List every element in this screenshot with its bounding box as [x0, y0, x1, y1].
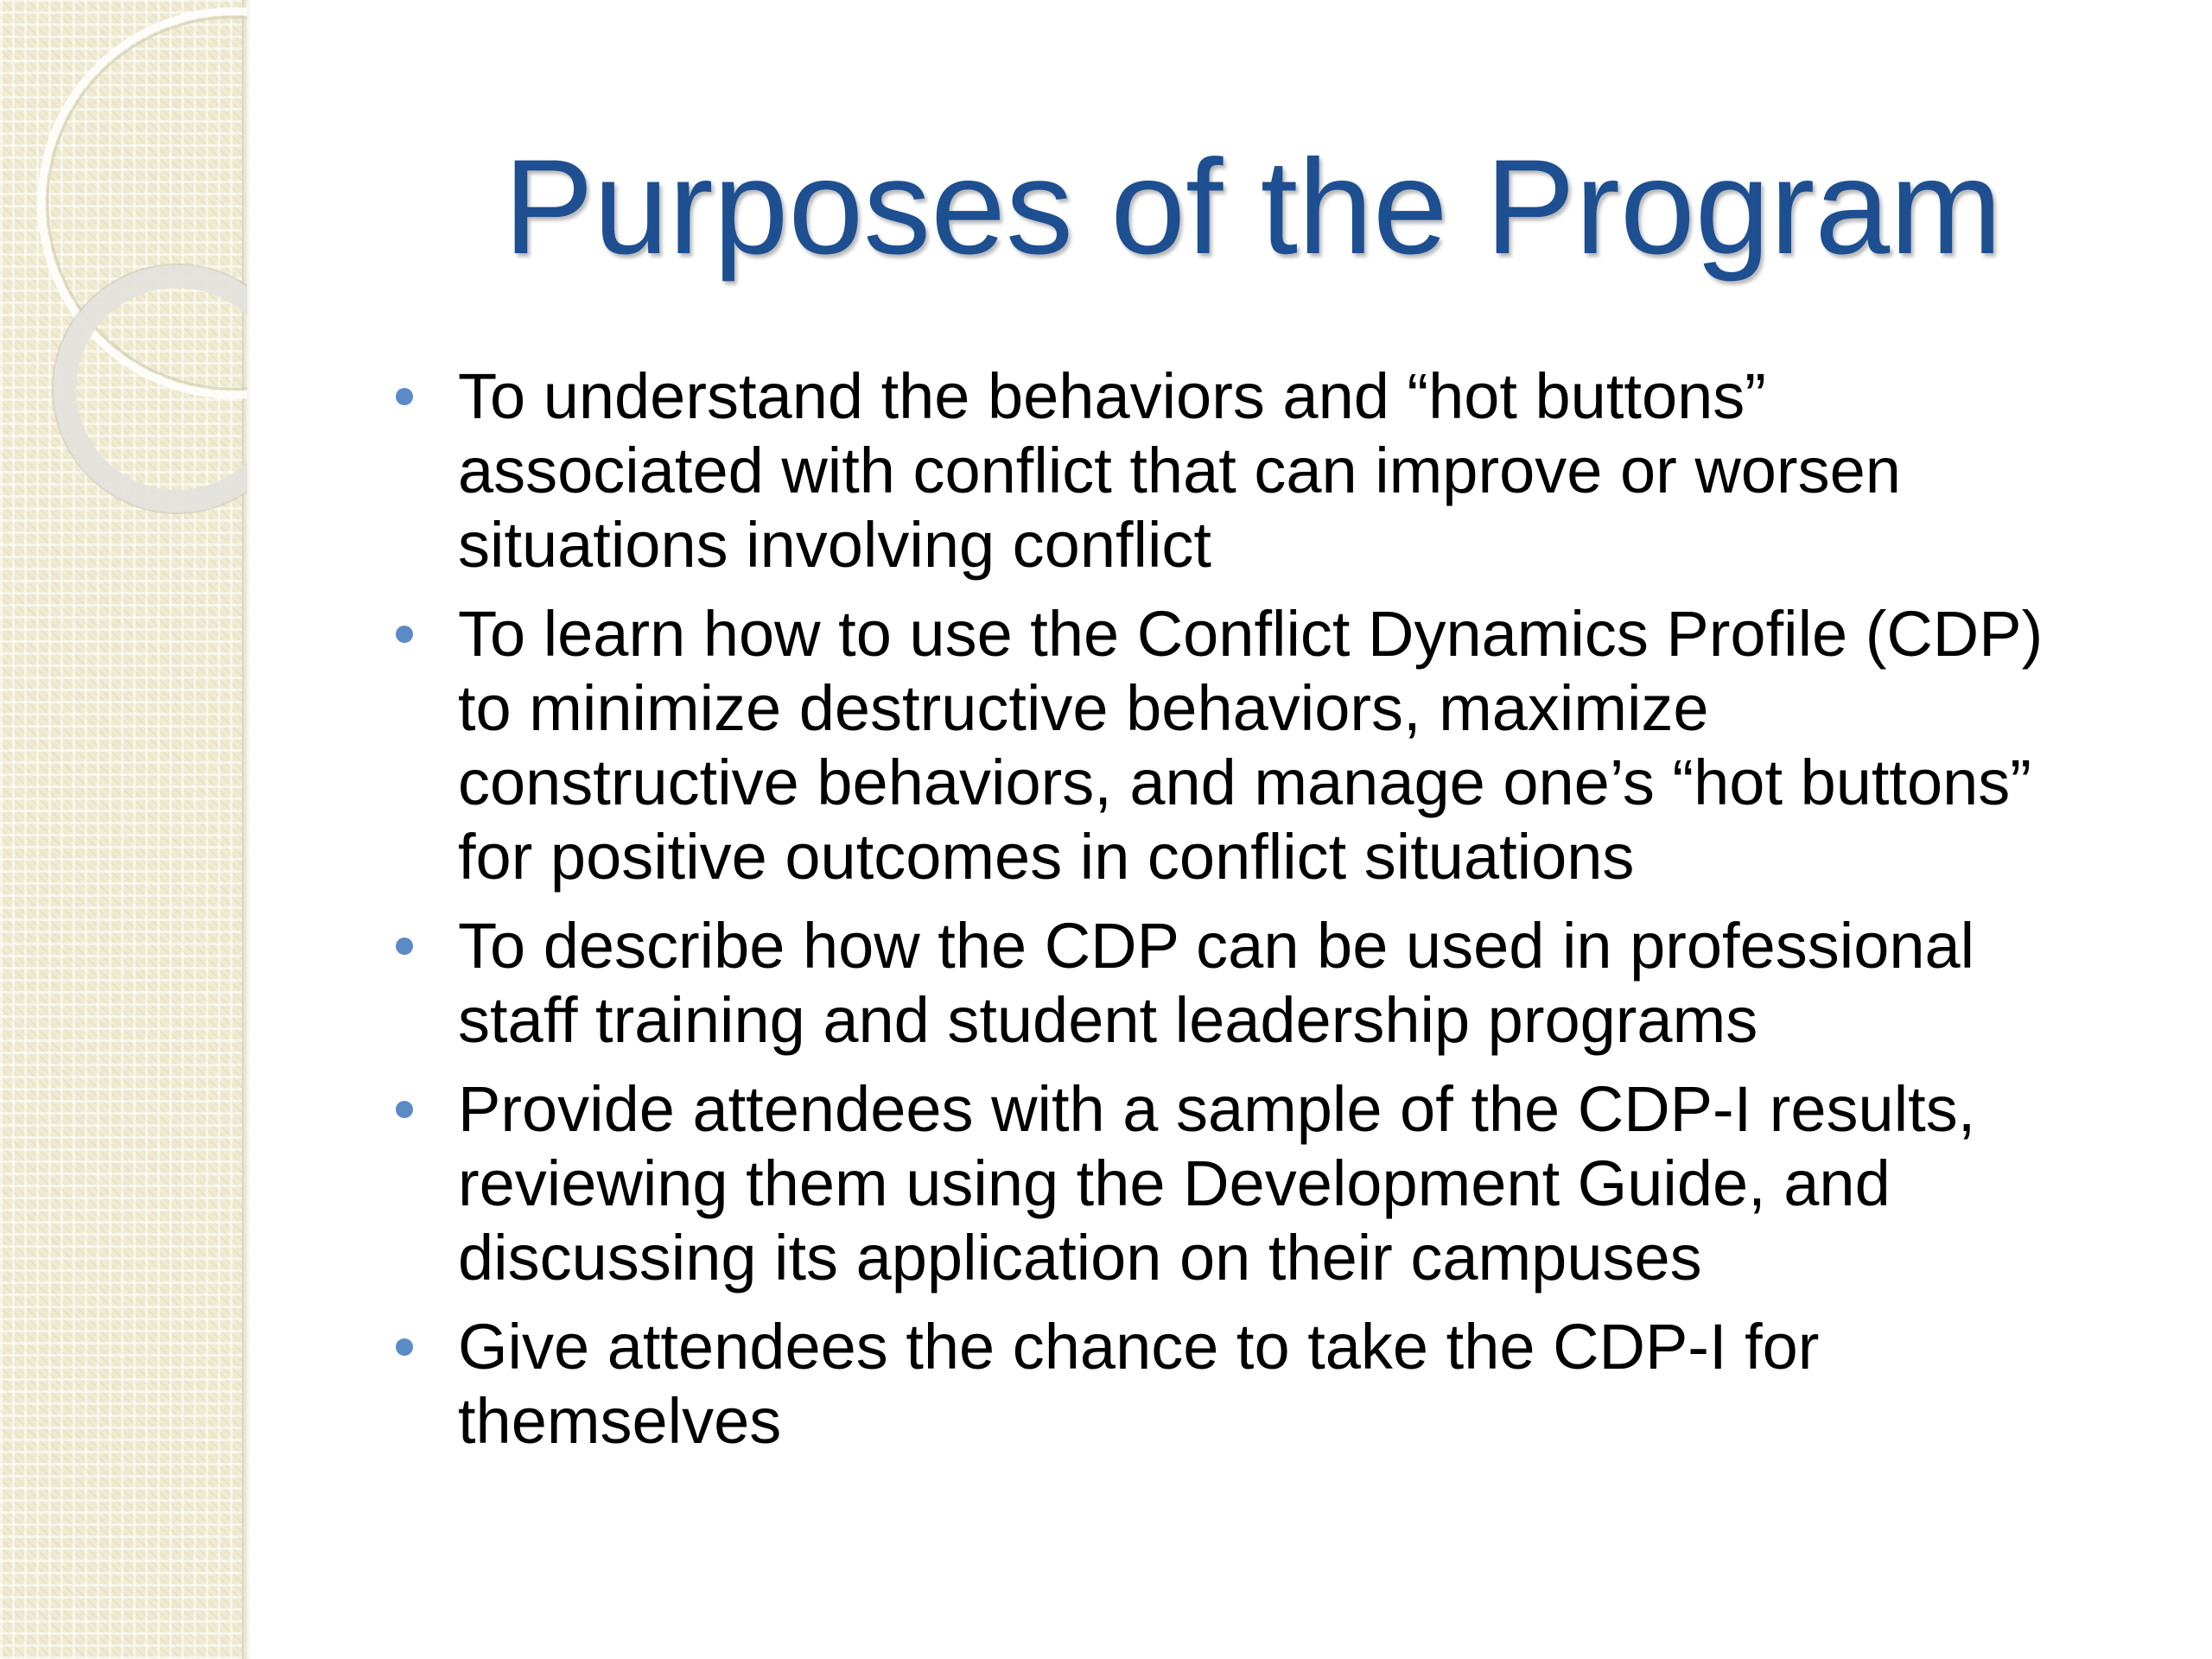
bullet-dot-icon: [396, 1338, 413, 1356]
bullet-line: for positive outcomes in conflict situations: [458, 821, 1635, 893]
bullet-dot-icon: [396, 938, 413, 955]
bullet-dot-icon: [396, 626, 413, 643]
bullet-item: [458, 1310, 2177, 1459]
bullet-line: staff training and student leadership programs: [458, 984, 1758, 1056]
bullet-item: [458, 1072, 2177, 1295]
bullet-line: Give attendees the chance to take the CDP-I for: [458, 1311, 1820, 1382]
bullet-line: To understand the behaviors and “hot buttons”: [458, 360, 1766, 432]
bullet-line: Provide attendees with a sample of the CDP-I results,: [458, 1073, 1976, 1145]
bullet-line: situations involving conflict: [458, 509, 1211, 581]
bullet-list: [458, 359, 2177, 1473]
bullet-line: reviewing them using the Development Guide, and: [458, 1147, 1891, 1219]
bullet-item: [458, 597, 2177, 894]
bullet-line: discussing its application on their campuses: [458, 1222, 1702, 1294]
bullet-item: [458, 909, 2177, 1058]
bullet-dot-icon: [396, 1101, 413, 1118]
bullet-line: To learn how to use the Conflict Dynamics Profile (CDP): [458, 598, 2044, 670]
bullet-item: [458, 359, 2177, 582]
bullet-line: To describe how the CDP can be used in professional: [458, 910, 1975, 982]
bullet-dot-icon: [396, 388, 413, 405]
bullet-line: to minimize destructive behaviors, maximize: [458, 672, 1709, 744]
bullet-line: associated with conflict that can improve or worsen: [458, 435, 1901, 506]
bullet-line: themselves: [458, 1385, 782, 1457]
slide-title: Purposes of the Program: [503, 132, 2003, 283]
decorative-rings: [0, 0, 247, 553]
bullet-line: constructive behaviors, and manage one’s “hot buttons”: [458, 747, 2031, 818]
